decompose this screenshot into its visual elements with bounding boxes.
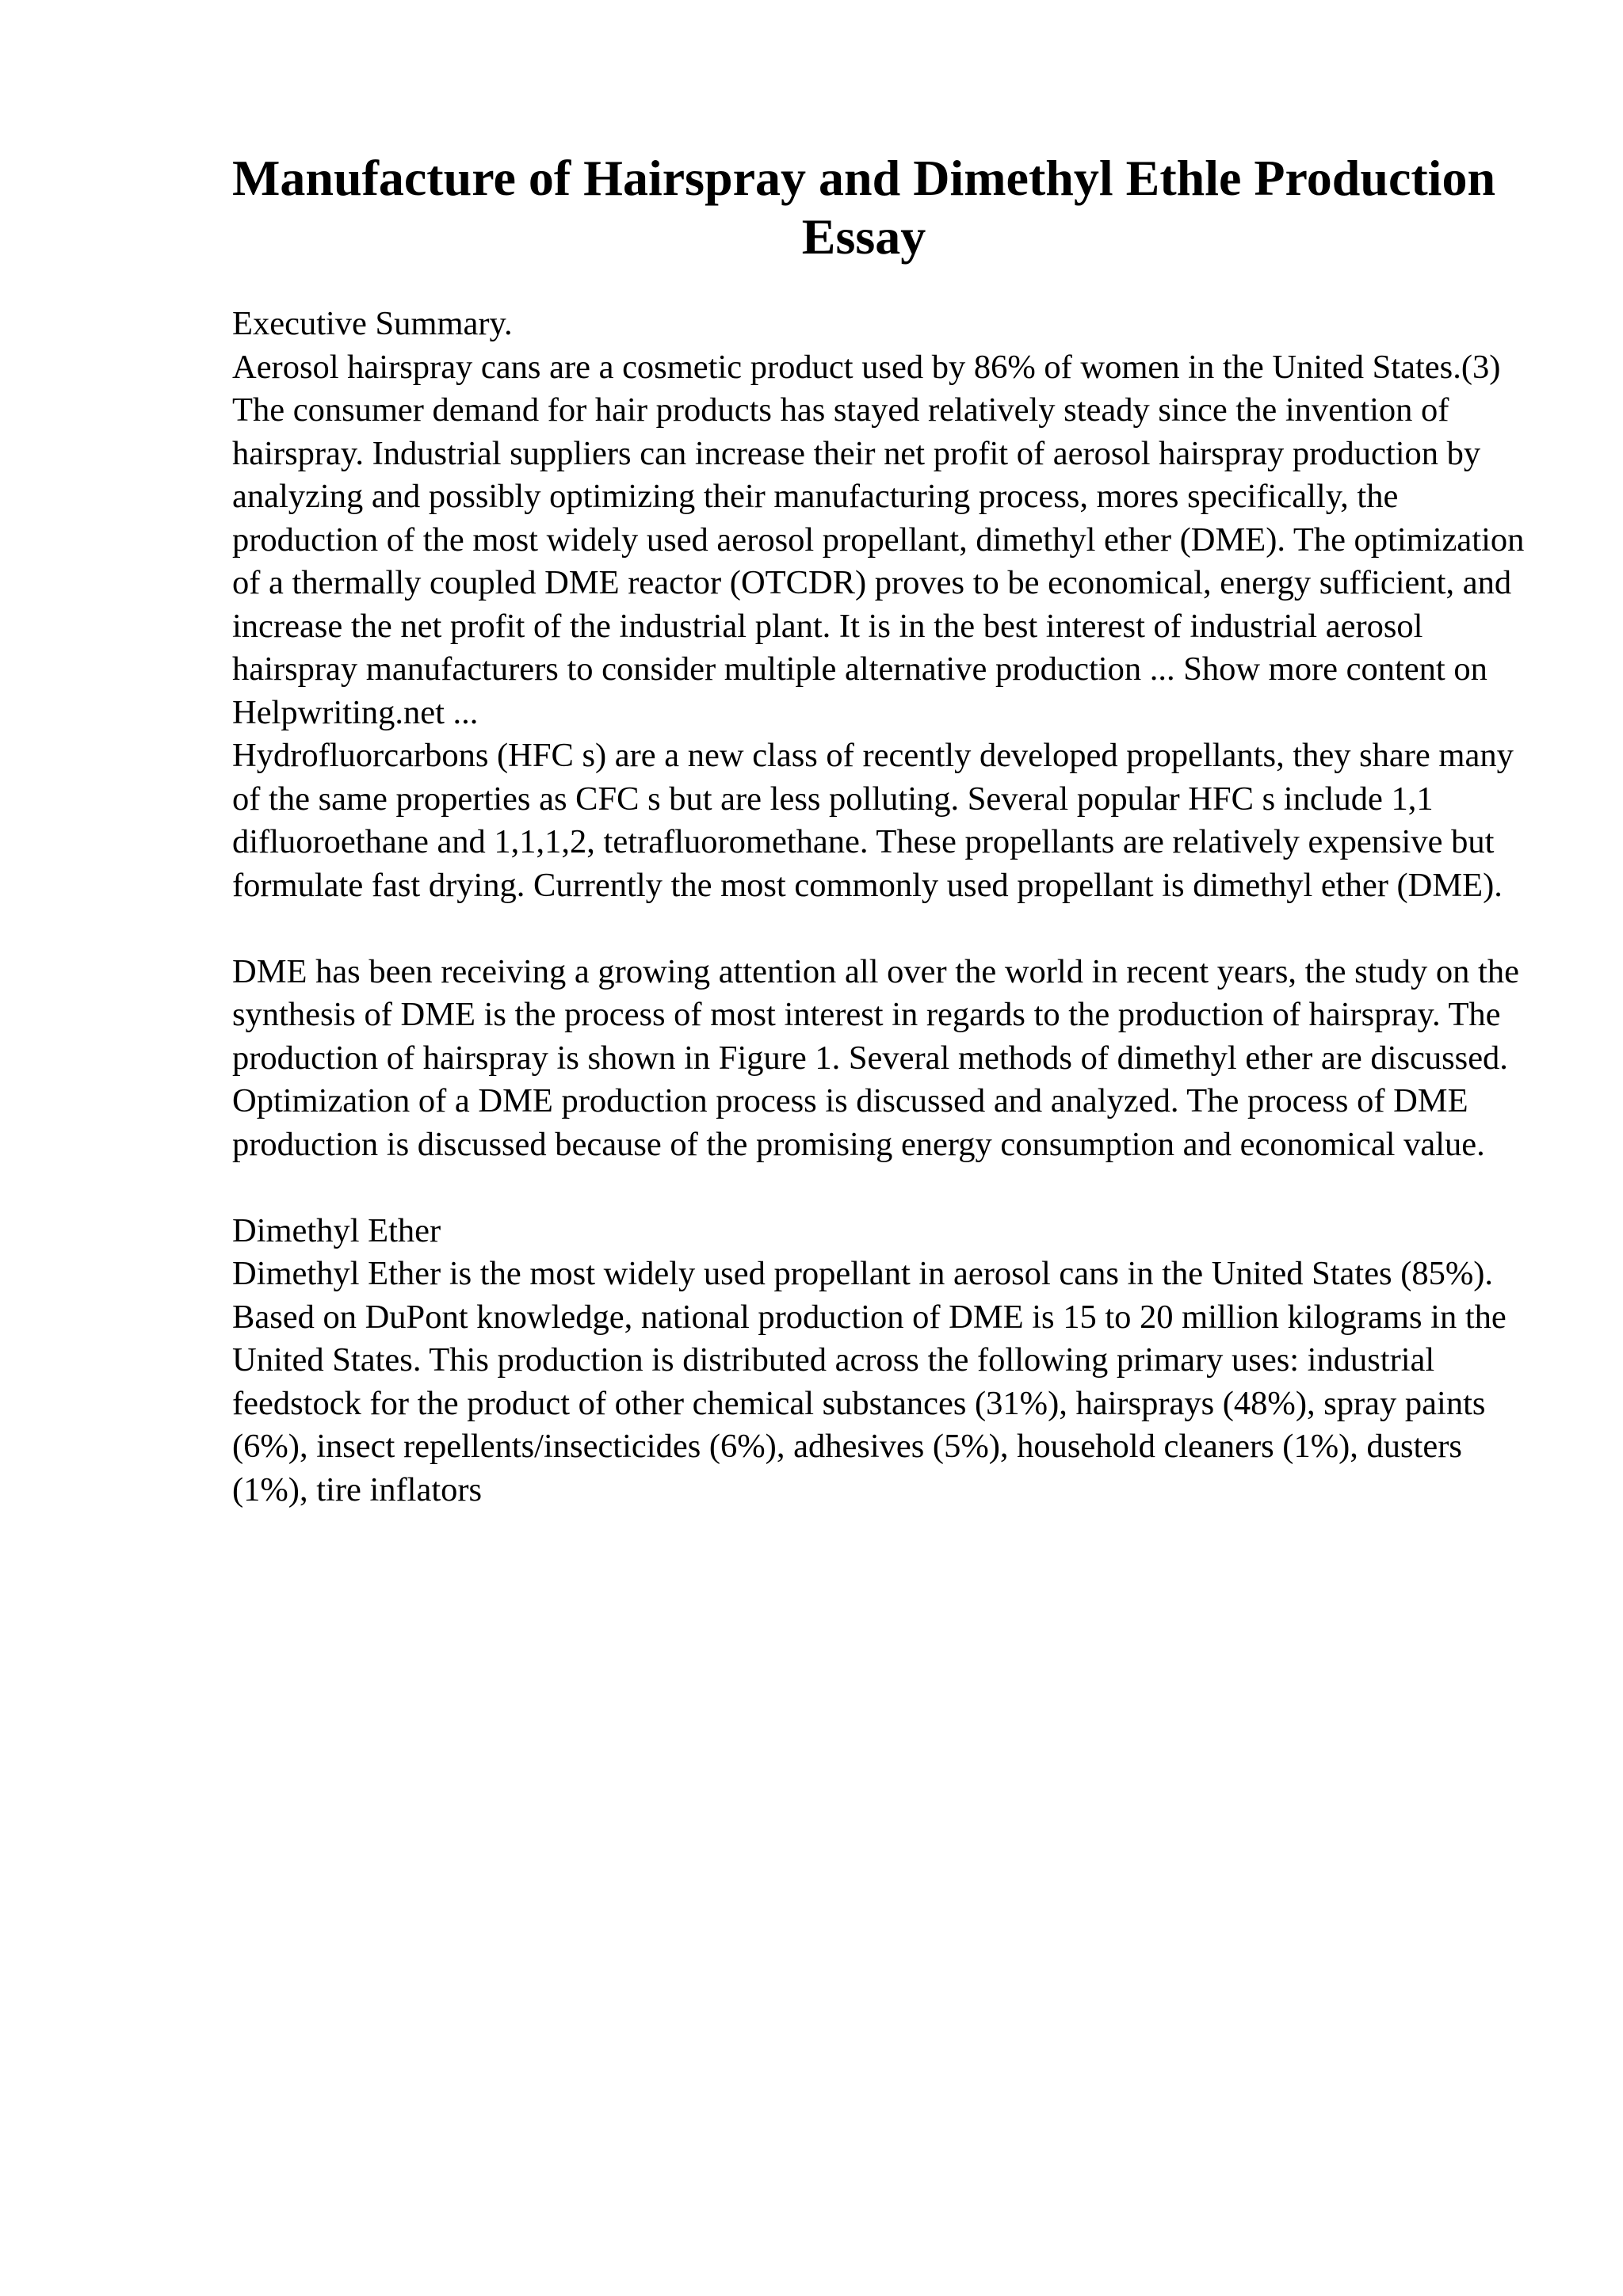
paragraph-hfc: Hydrofluorcarbons (HFC s) are a new class of recently developed propellants, they share many of the same properties as CFC s but are less polluting. Several popular HFC s include 1,1 difluoroethane and 1,1,1,2, tetrafluoromethane. These propellants are relatively expensive but formulate fast drying. Currently the most commonly used propellant is dimethyl ether (DME).	[232, 737, 1514, 904]
paragraph-spacer	[232, 907, 1532, 951]
essay-body	[232, 303, 1532, 1512]
paragraph-executive-summary: Aerosol hairspray cans are a cosmetic product used by 86% of women in the United States.(3) The consumer demand for hair products has stayed relatively steady since the invention of hairspray. Industrial suppliers can increase their net profit of aerosol hairspray production by analyzing and possibly optimizing their manufacturing process, mores specifically, the production of the most widely used aerosol propellant, dimethyl ether (DME). The optimization of a thermally coupled DME reactor (OTCDR) proves to be economical, energy sufficient, and increase the net profit of the industrial plant. It is in the best interest of industrial aerosol hairspray manufacturers to consider multiple alternative production ... Show more content on Helpwriting.net ...	[232, 348, 1525, 731]
paragraph-dimethyl-ether: Dimethyl Ether is the most widely used propellant in aerosol cans in the United States (85%). Based on DuPont knowledge, national production of DME is 15 to 20 million kilograms in the United States. This production is distributed across the following primary uses: industrial feedstock for the product of other chemical substances (31%), hairsprays (48%), spray paints (6%), insect repellents/insecticides (6%), adhesives (5%), household cleaners (1%), dusters (1%), tire inflators	[232, 1255, 1507, 1508]
page-title: Manufacture of Hairspray and Dimethyl Ethle Production Essay	[231, 150, 1496, 265]
section-heading-dimethyl-ether: Dimethyl Ether	[232, 1211, 441, 1249]
paragraph-dme-attention: DME has been receiving a growing attention all over the world in recent years, the study on the synthesis of DME is the process of most interest in regards to the production of hairspray. The production of hairspray is shown in Figure 1. Several methods of dimethyl ether are discussed. Optimization of a DME production process is discussed and analyzed. The process of DME production is discussed because of the promising energy consumption and economical value.	[232, 952, 1519, 1163]
paragraph-spacer	[232, 1166, 1532, 1210]
section-heading-executive-summary: Executive Summary.	[232, 305, 513, 342]
